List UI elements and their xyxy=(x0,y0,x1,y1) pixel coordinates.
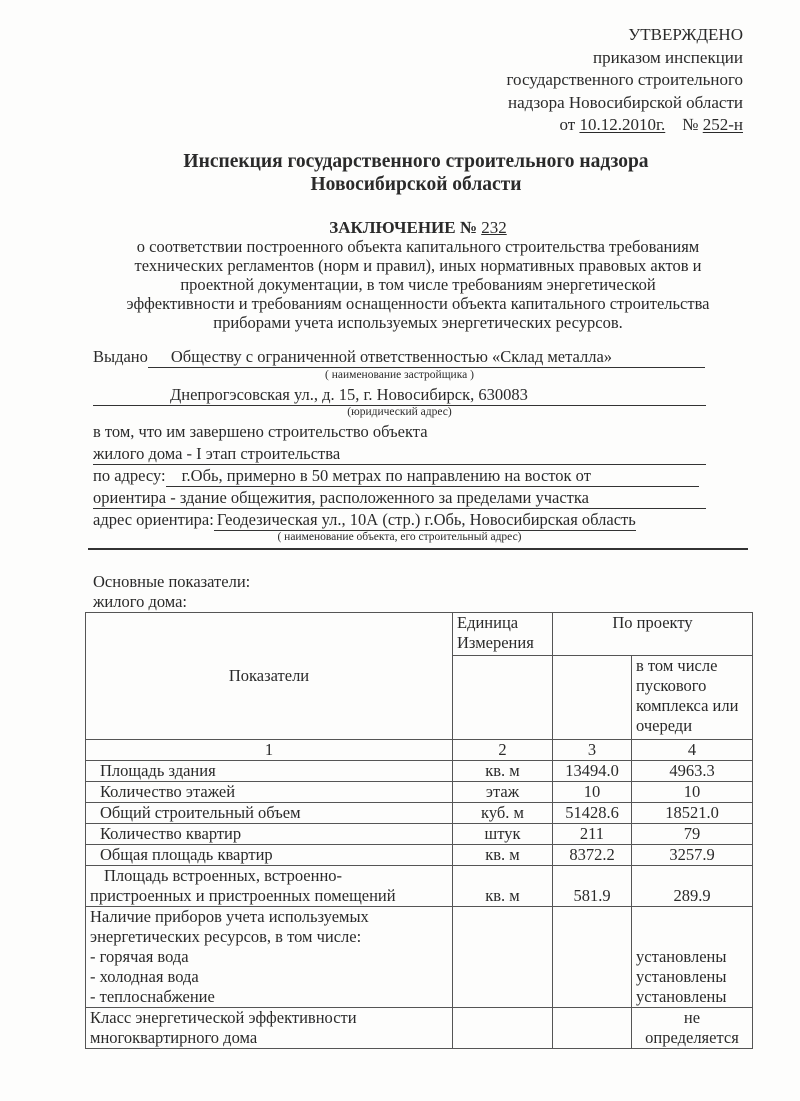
indicators-heading: Основные показатели: xyxy=(93,572,251,591)
approval-line: приказом инспекции xyxy=(593,47,743,67)
indicators-subheading: жилого дома: xyxy=(93,592,188,611)
table-row: Количество этажей этаж 10 10 xyxy=(86,782,753,803)
table-row-meters: Наличие приборов учета используемых энергетических ресурсов, в том числе: - горячая вода - холодная вода - теплоснабжение установлены установлены установлены xyxy=(86,907,753,1008)
object-address-2: ориентира - здание общежития, расположенного за пределами участка xyxy=(93,488,706,509)
header-indicators: Показатели xyxy=(86,613,453,740)
completed-text: в том, что им завершено строительство объекта xyxy=(93,422,428,441)
conclusion-number: 232 xyxy=(481,218,507,237)
approval-date-line: от 10.12.2010г. № 252-н xyxy=(559,115,743,134)
landmark-address: Геодезическая ул., 10А (стр.) г.Обь, Новосибирская область xyxy=(214,510,636,531)
object-caption: ( наименование объекта, его строительный адрес) xyxy=(277,531,522,543)
address-line: по адресу: г.Обь, примерно в 50 метрах по направлению на восток от xyxy=(93,466,706,488)
table-row-energy-class: Класс энергетической эффективности многоквартирного дома не определяется xyxy=(86,1008,753,1049)
table-row: Площадь здания кв. м 13494.0 4963.3 xyxy=(86,761,753,782)
approval-line: надзора Новосибирской области xyxy=(507,92,743,112)
table-row: Общая площадь квартир кв. м 8372.2 3257.9 xyxy=(86,845,753,866)
legal-address-caption: (юридический адрес) xyxy=(347,406,452,418)
approval-title: УТВЕРЖДЕНО xyxy=(628,25,743,44)
table-header-row xyxy=(86,613,753,656)
approval-stamp xyxy=(507,24,744,137)
indicators-table xyxy=(85,612,753,1049)
developer-caption: ( наименование застройщика ) xyxy=(325,369,474,381)
legal-address: Днепрогэсовская ул., д. 15, г. Новосибирск, 630083 xyxy=(93,385,706,406)
address-line-2 xyxy=(93,488,706,510)
header-by-project: По проекту xyxy=(553,613,753,656)
table-number-row: 1 2 3 4 xyxy=(86,740,753,761)
object-address-1: г.Обь, примерно в 50 метрах по направлению на восток от xyxy=(166,466,699,487)
legal-address-line xyxy=(93,385,706,407)
table-row: Количество квартир штук 211 79 xyxy=(86,824,753,845)
approval-number: 252-н xyxy=(702,115,743,134)
table-row: Общий строительный объем куб. м 51428.6 18521.0 xyxy=(86,803,753,824)
meter-status: установлены xyxy=(636,967,727,986)
conclusion-title: ЗАКЛЮЧЕНИЕ № 232 xyxy=(329,218,507,237)
header-launch-complex: в том числе пускового комплекса или очереди xyxy=(632,656,753,740)
divider xyxy=(88,548,748,550)
conclusion-subject: о соответствии построенного объекта капитального строительства требованиям технических регламентов (норм и правил), иных нормативных правовых актов и проектной документации, в том числе требованиям энергетической эффективности и требованиям оснащенности объекта капитального строительства приборами учета используемых энергетических ресурсов. xyxy=(126,237,710,332)
table-row: Площадь встроенных, встроенно- пристроенных и пристроенных помещений кв. м 581.9 289.9 xyxy=(86,866,753,907)
object-name: жилого дома - I этап строительства xyxy=(93,444,706,465)
object-name-line xyxy=(93,444,706,466)
developer-name: Обществу с ограниченной ответственностью «Склад металла» xyxy=(148,347,705,368)
approval-line: государственного строительного xyxy=(506,70,743,89)
landmark-line: адрес ориентира: Геодезическая ул., 10А (стр.) г.Обь, Новосибирская область xyxy=(93,510,636,529)
organization-title: Инспекция государственного строительного надзора Новосибирской области xyxy=(183,151,649,195)
meter-status: установлены xyxy=(636,987,727,1006)
header-unit: Единица Измерения xyxy=(453,613,553,656)
meter-status: установлены xyxy=(636,947,727,966)
issued-line: Выдано Обществу с ограниченной ответственностью «Склад металла» xyxy=(93,347,706,369)
approval-date: 10.12.2010г. xyxy=(579,115,666,134)
